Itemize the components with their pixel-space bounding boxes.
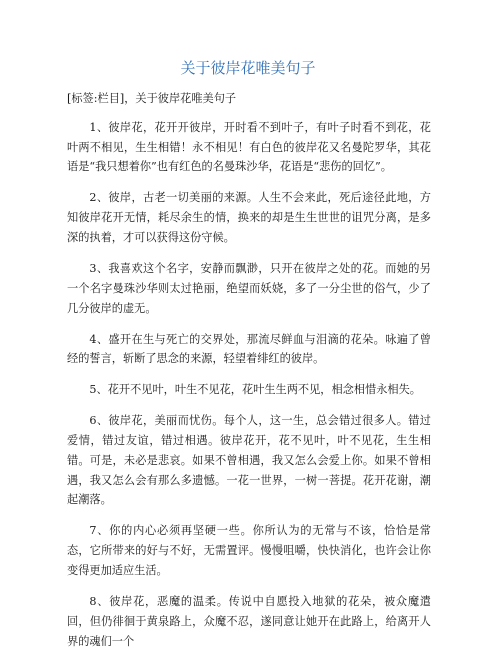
document-title: 关于彼岸花唯美句子 [180,59,316,77]
paragraph-4: 4、盛开在生与死亡的交界处，那流尽鲜血与泪滴的花朵。咏遍了曾经的誓言，斩断了思念的来源，轻望着绯红的彼岸。 [67,332,431,366]
tag-line: [标签:栏目]，关于彼岸花唯美句子 [67,92,237,105]
paragraph-3: 3、我喜欢这个名字，安静而飘渺，只开在彼岸之处的花。而她的另一个名字曼珠沙华则太过艳丽，绝望而妖娆，多了一分尘世的俗气，少了几分彼岸的虚无。 [67,261,431,315]
paragraph-6: 6、彼岸花，美丽而忧伤。每个人，这一生，总会错过很多人。错过爱情，错过友谊，错过相遇。彼岸花开，花不见叶，叶不见花，生生相错。可是，未必是悲哀。如果不曾相遇，我又怎么会爱上你。如果不曾相遇，我又怎么会有那么多遗憾。一花一世界，一树一菩提。花开花谢，潮起潮落。 [67,414,431,507]
paragraph-8: 8、彼岸花，恶魔的温柔。传说中自愿投入地狱的花朵，被众魔遣回，但仍徘徊于黄泉路上，众魔不忍，遂同意让她开在此路上，给离开人界的魂们一个 [67,595,431,648]
paragraph-2: 2、彼岸，古老一切美丽的来源。人生不会来此，死后途径此地，方知彼岸花开无情，耗尽余生的情，换来的却是生生世世的诅咒分离，是多深的执着，才可以获得这份守候。 [67,191,431,244]
paragraph-1: 1、彼岸花，花开开彼岸，开时看不到叶子，有叶子时看不到花，花叶两不相见，生生相错！永不相见！有白色的彼岸花又名曼陀罗华，其花语是“我只想着你”也有红色的名曼珠沙华，花语是“悲伤的回忆”。 [67,120,431,174]
paragraph-5: 5、花开不见叶，叶生不见花，花叶生生两不见，相念相惜永相失。 [89,383,421,397]
paragraph-7: 7、你的内心必须再坚硬一些。你所认为的无常与不该，恰恰是常态，它所带来的好与不好，无需置评。慢慢咀嚼，快快消化，也许会让你变得更加适应生活。 [67,524,431,578]
document-body [67,89,431,663]
